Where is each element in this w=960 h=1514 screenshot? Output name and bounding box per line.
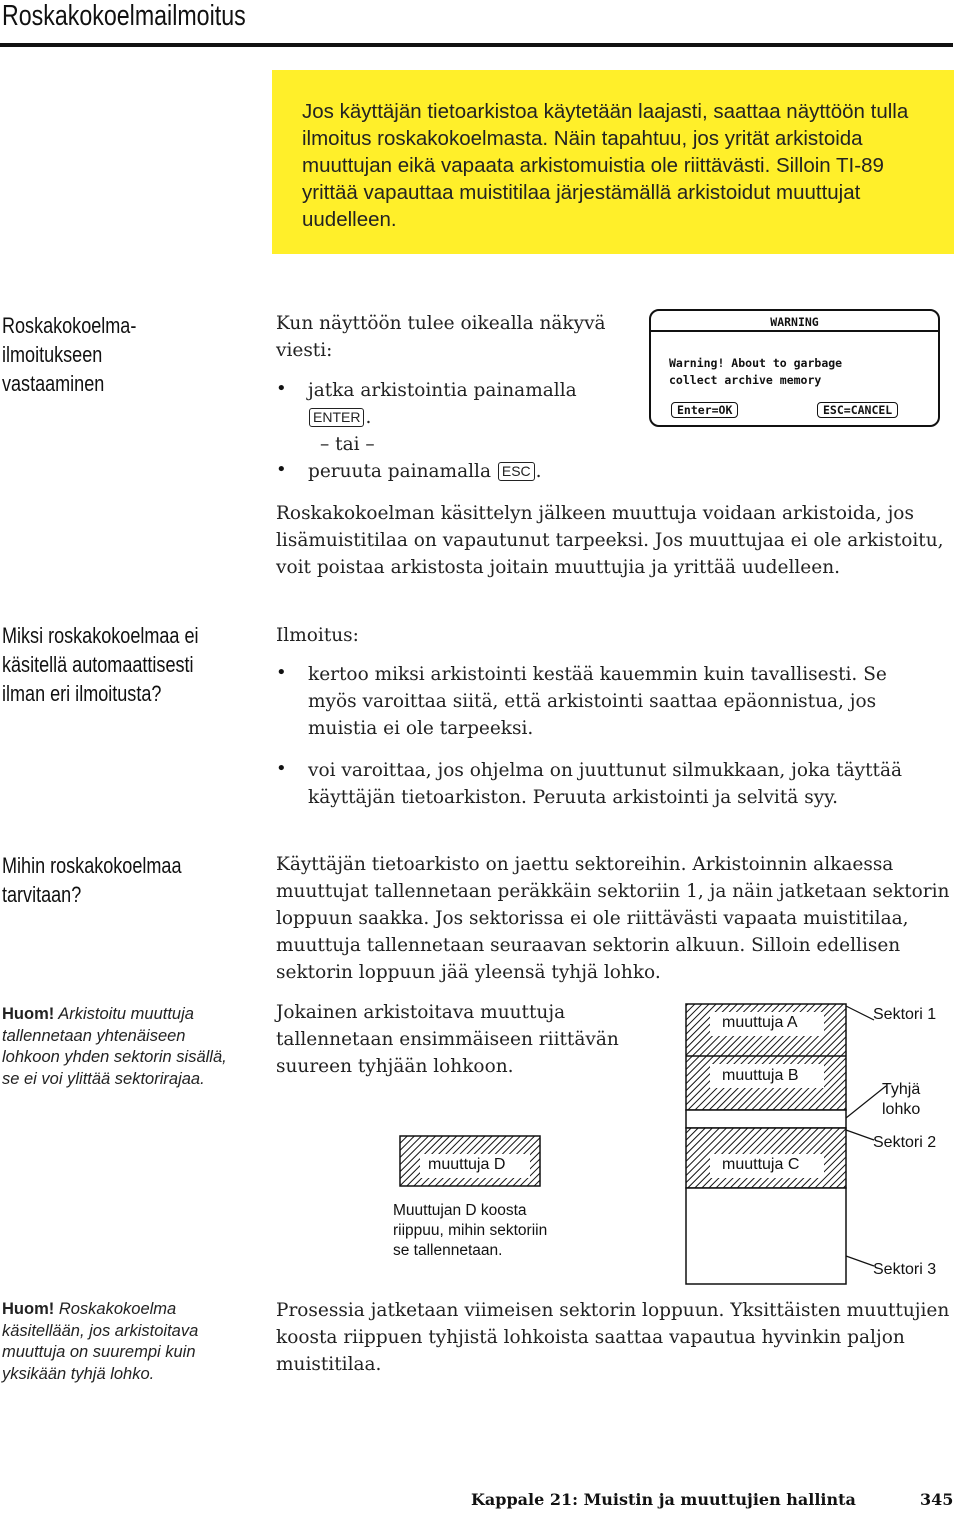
warning-message	[669, 355, 842, 389]
bullet-dot: •	[276, 459, 287, 480]
warning-header: WARNING	[770, 315, 819, 329]
note-text: Jos käyttäjän tietoarkistoa käytetään laajasti, saattaa näyttöön tulla ilmoitus roskakokoelmasta. Näin tapahtuu, jos yrität arkistoida muuttujan eikä vapaata arkistomuistia ole riittävästi. Silloin TI-89 yrittää vapauttaa muistitilaa järjestämällä arkistoidut muuttujat uudelleen.	[302, 100, 909, 231]
huom-label: Huom!	[2, 1005, 55, 1023]
var-d-label: muuttuja D	[428, 1156, 506, 1173]
section2-bullet1: kertoo miksi arkistointi kestää kauemmin kuin tavallisesti. Se myös varoittaa siitä, että arkistointi saattaa epäonnistua, jos muistia ei ole tarpeeksi.	[308, 664, 887, 739]
cancel-button[interactable]: ESC=CANCEL	[817, 402, 898, 418]
section3-heading-line: tarvitaan?	[2, 882, 82, 907]
sector1-leader	[846, 1006, 874, 1020]
section1-paragraph: Roskakokoelman käsittelyn jälkeen muuttuja voidaan arkistoida, jos lisämuistitilaa on vapautunut tarpeeksi. Jos muuttujaa ei ole arkistoitu, voit poistaa arkistosta joitain muuttujia ja yrittää uudelleen.	[276, 503, 944, 578]
empty-block-leader	[846, 1086, 886, 1118]
warning-line: Warning! About to garbage	[669, 356, 843, 370]
section2-intro: Ilmoitus:	[276, 625, 359, 646]
enter-key: ENTER	[309, 408, 364, 427]
ok-button[interactable]: Enter=OK	[671, 402, 738, 418]
page-title: Roskakokoelmailmoitus	[2, 0, 246, 32]
section1-intro: Kun näyttöön tulee oikealla näkyvä viesti:	[276, 313, 606, 361]
huom-text: Arkistoitu muuttuja tallennetaan yhtenäiseen lohkoon yhden sektorin sisällä, se ei voi ylittää sektorirajaa.	[2, 1005, 227, 1088]
section1-bullet2	[308, 458, 628, 485]
huom-label: Huom!	[2, 1300, 55, 1318]
section3-paragraph2: Jokainen arkistoitava muuttuja tallennetaan ensimmäiseen riittävän suureen tyhjään lohkoon.	[276, 1002, 619, 1077]
sector3-leader	[846, 1256, 874, 1266]
sector2-leader	[846, 1130, 874, 1140]
title-rule	[0, 43, 953, 47]
huom-note-1	[2, 1004, 242, 1090]
bullet2-end: .	[535, 461, 542, 482]
sector3-label: Sektori 3	[873, 1261, 937, 1278]
var-c-label: muuttuja C	[722, 1156, 800, 1173]
bullet1-end: .	[365, 407, 372, 428]
or-text: – tai –	[320, 434, 375, 455]
section3-heading	[2, 851, 181, 909]
sector3-block	[686, 1188, 846, 1284]
section3-paragraph: Käyttäjän tietoarkisto on jaettu sektoreihin. Arkistoinnin alkaessa muuttujat tallennetaan peräkkäin sektoriin 1, ja näin jatketaan sektorin loppuun saakka. Jos sektorissa ei ole riittävästi vapaata muistitilaa, muuttuja tallennetaan seuraavan sektorin alkuun. Silloin edellisen sektorin loppuun jää yleensä tyhjä lohko.	[276, 854, 950, 983]
section2-heading-line: ilman eri ilmoitusta?	[2, 681, 162, 706]
bullet2-text: peruuta painamalla	[308, 461, 491, 482]
section1-heading	[2, 311, 136, 398]
note-box	[272, 70, 954, 254]
bullet-dot: •	[276, 662, 287, 683]
section2-heading-line: Miksi roskakokoelmaa ei	[2, 623, 199, 648]
empty-block	[686, 1110, 846, 1128]
header-divider	[651, 330, 938, 332]
section3-paragraph3: Prosessia jatketaan viimeisen sektorin loppuun. Yksittäisten muuttujien koosta riippuen tyhjistä lohkoista saattaa vapautua hyvinkin paljon muistitilaa.	[276, 1300, 950, 1375]
warning-screen	[649, 309, 940, 427]
section1-bullet1	[308, 377, 628, 431]
empty-block-label: Tyhjä lohko	[882, 1081, 921, 1118]
section2-heading	[2, 621, 199, 708]
page-number: 345	[920, 1490, 954, 1509]
huom-note-2	[2, 1299, 242, 1385]
var-a-label: muuttuja A	[722, 1014, 798, 1031]
warning-line: collect archive memory	[669, 373, 822, 387]
huom-text: Roskakokoelma käsitellään, jos arkistoitava muuttuja on suurempi kuin yksikään tyhjä lohko.	[2, 1300, 199, 1383]
section1-heading-line: ilmoitukseen	[2, 342, 103, 367]
var-d-note: Muuttujan D koosta riippuu, mihin sektoriin se tallennetaan.	[393, 1202, 548, 1259]
section2-heading-line: käsitellä automaattisesti	[2, 652, 194, 677]
section1-heading-line: vastaaminen	[2, 371, 105, 396]
footer-chapter: Kappale 21: Muistin ja muuttujien hallinta	[471, 1490, 856, 1509]
section2-bullet2: voi varoittaa, jos ohjelma on juuttunut silmukkaan, joka täyttää käyttäjän tietoarkiston. Peruuta arkistointi ja selvitä syy.	[308, 760, 903, 808]
bullet-dot: •	[276, 378, 287, 399]
var-b-label: muuttuja B	[722, 1067, 799, 1084]
sector1-label: Sektori 1	[873, 1006, 937, 1023]
sector2-label: Sektori 2	[873, 1134, 937, 1151]
esc-key: ESC	[498, 462, 535, 481]
section1-heading-line: Roskakokoelma-	[2, 313, 137, 338]
bullet1-text: jatka arkistointia painamalla	[308, 380, 577, 401]
bullet-dot: •	[276, 758, 287, 779]
section3-heading-line: Mihin roskakokoelmaa	[2, 853, 182, 878]
